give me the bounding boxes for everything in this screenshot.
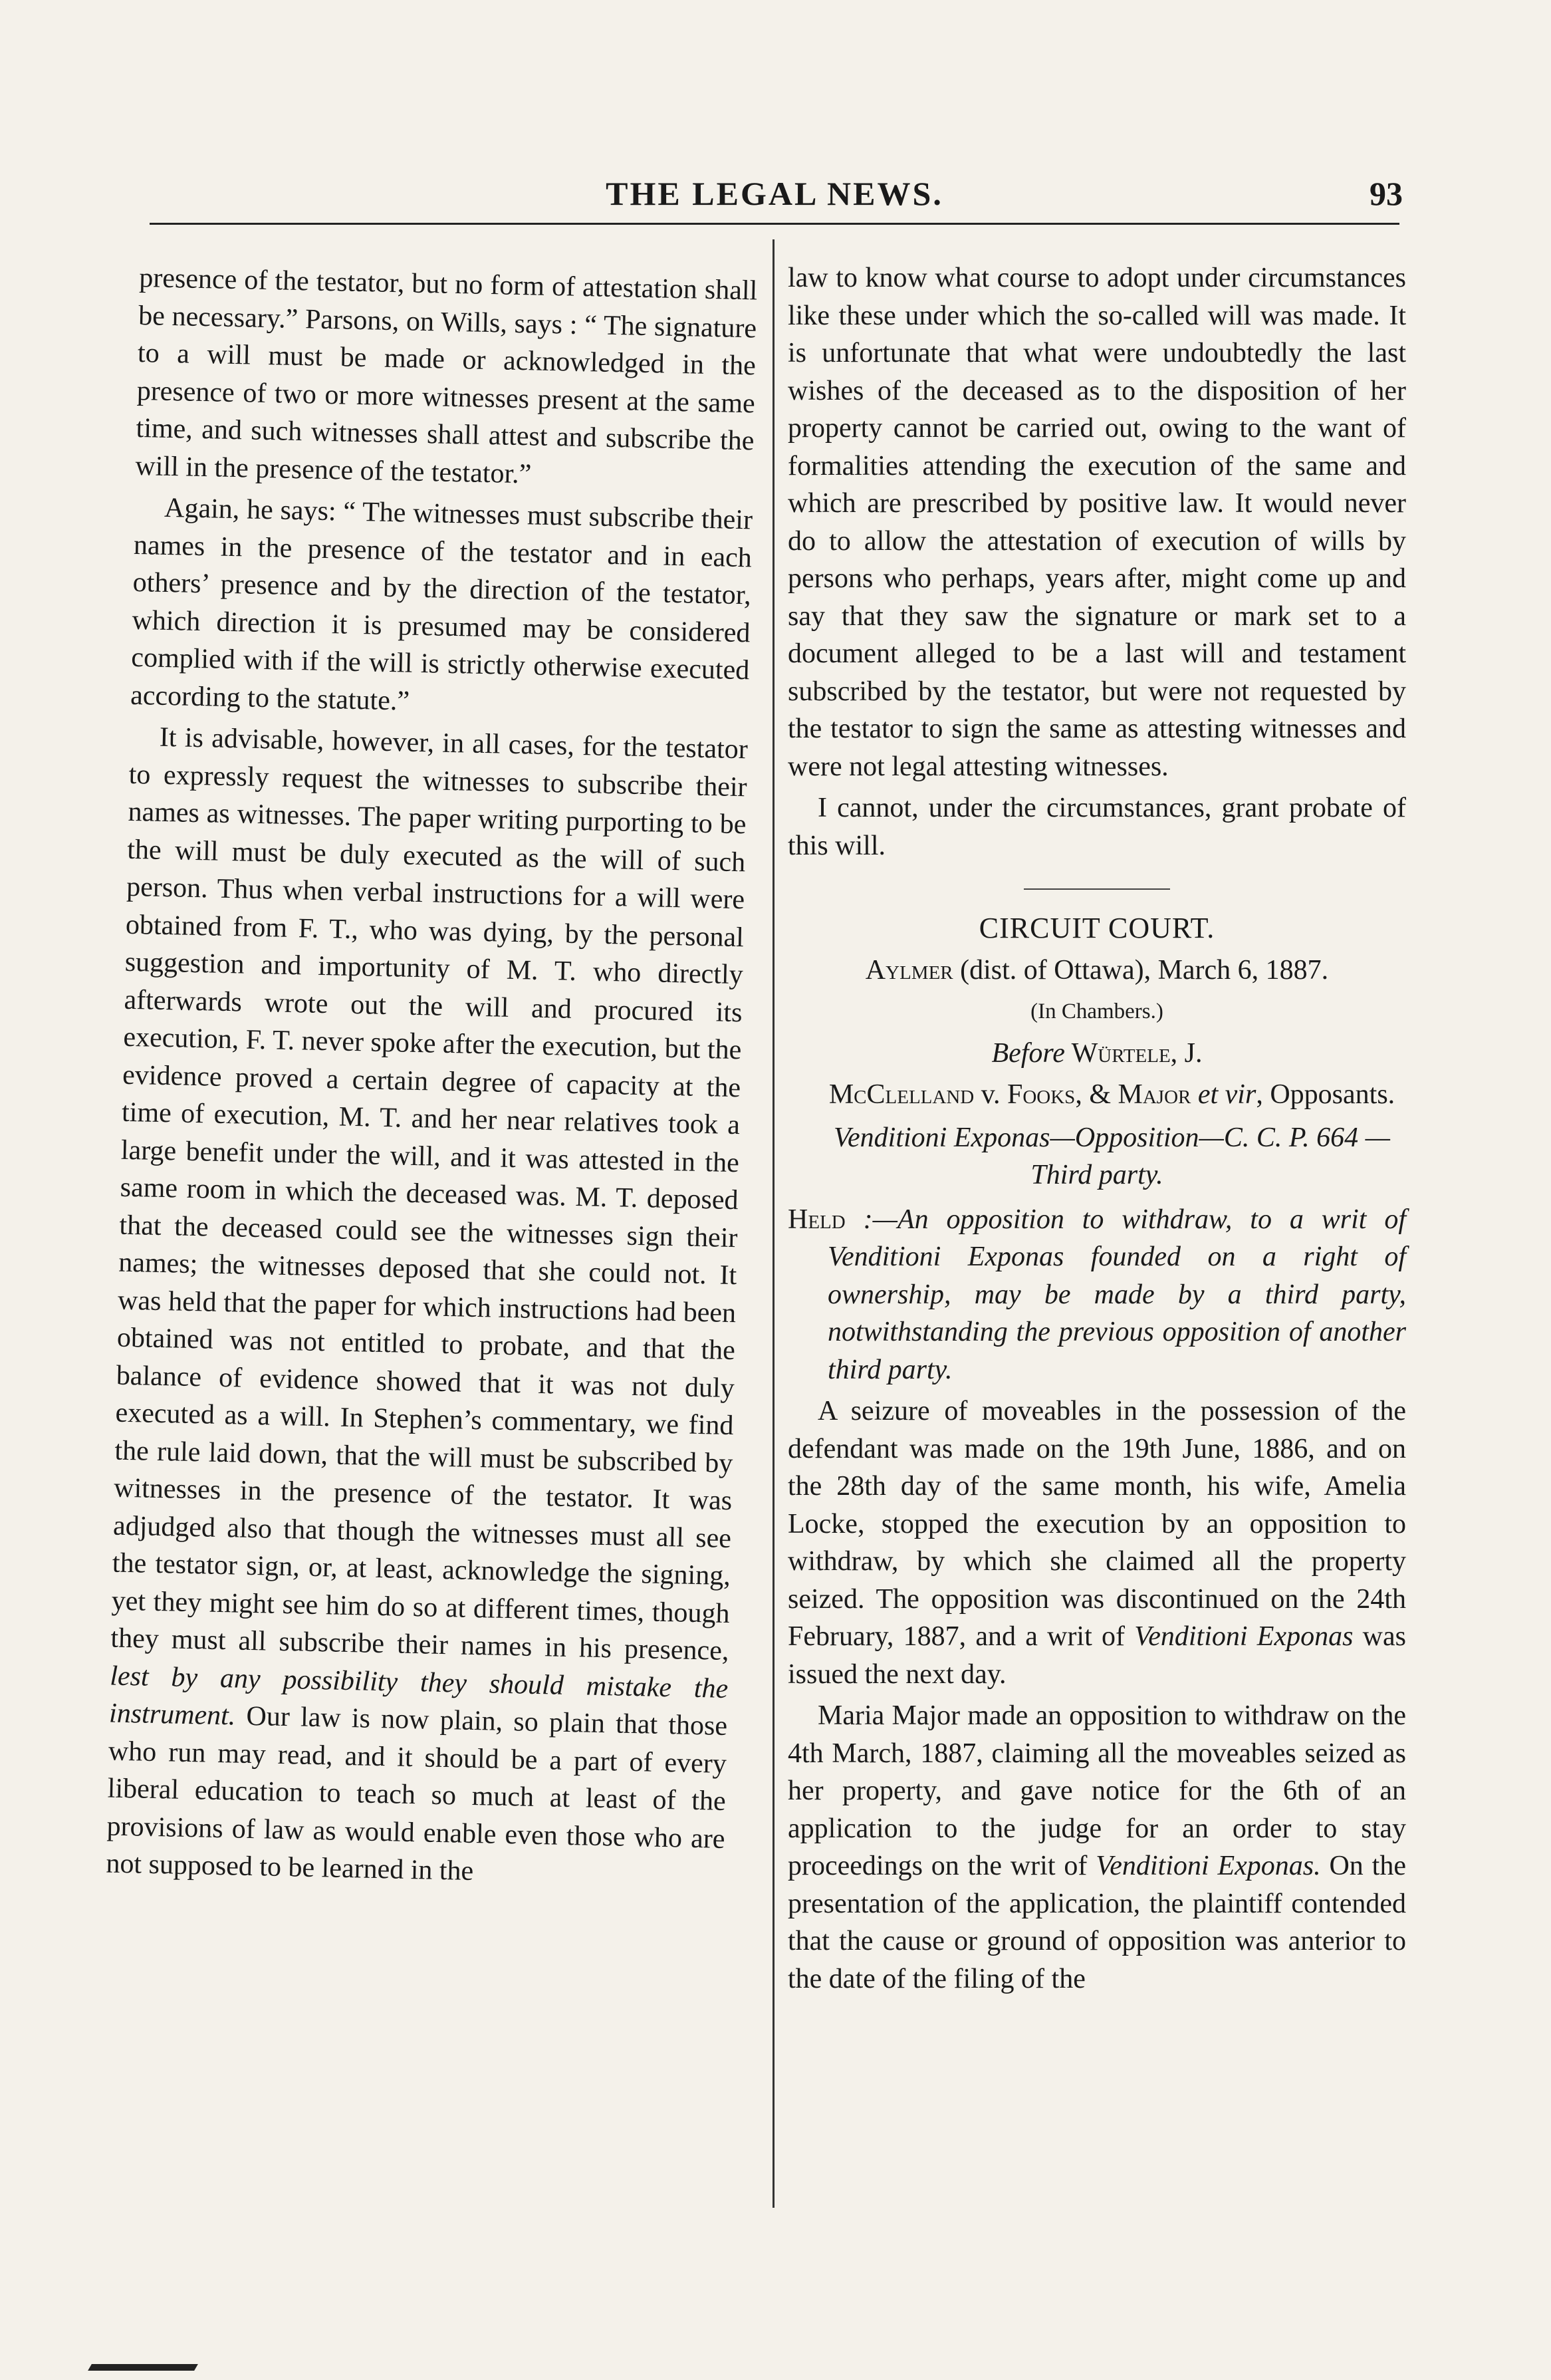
right-paragraph-3 <box>788 1392 1406 1693</box>
right-paragraph-2: I cannot, under the circumstances, grant probate of this will. <box>788 793 1406 861</box>
court-place: Aylmer <box>865 954 953 986</box>
left-paragraph-3-italic: lest by any possibility they should mistake the instrument. <box>108 1660 729 1732</box>
left-paragraph-2: Again, he says: “ The witnesses must subscribe their names in the presence of the testator and in each others’ presence and by the direction of the testator, which direction it is presumed may be considered complied with if the will is strictly otherwise executed according to the statute.” <box>130 492 753 717</box>
right-paragraph-3-text-a: A seizure of moveables in the possession of the defendant was made on the 19th June, 1886, and on the 28th day of the same month, his wife, Amelia Locke, stopped the execution by an opposition to withdraw, by which she claimed all the property seized. The opposition was discontinued on the 24th February, 1887, and a writ of <box>788 1396 1406 1652</box>
case-subject: Venditioni Exponas—Opposition—C. C. P. 664 —Third party. <box>834 1122 1390 1190</box>
left-paragraph-1: presence of the testator, but no form of attestation shall be necessary.” Parsons, on Wills, says : “ The signature to a will must be made or acknowledged in the presence of two or more witnesses present at the same time, and such witnesses shall attest and subscribe the will in the presence of the testator.” <box>135 262 758 489</box>
page-title: THE LEGAL NEWS. <box>606 175 943 212</box>
judge-name: Würtele <box>1064 1037 1171 1069</box>
left-paragraph-3 <box>106 718 748 1896</box>
right-paragraph-4 <box>788 1697 1406 1998</box>
right-paragraph-4-text-b: On the presentation of the application, the plaintiff contended that the cause or ground of opposition was anterior to the date of the filing of the <box>788 1851 1406 1994</box>
ampersand: , & <box>1075 1079 1118 1110</box>
party-plaintiff: McClelland <box>828 1079 975 1110</box>
left-paragraph-3-text-b: Our law is now plain, so plain that those who run may read, and it should be a part of every liberal education to teach so much at least of the provisions of law as would enable even those who are not supposed to be learned in the <box>105 1700 728 1887</box>
running-head <box>146 174 1403 221</box>
opposants-label: , Opposants. <box>1256 1079 1395 1110</box>
held-label: Held <box>788 1204 846 1235</box>
court-date: (dist. of Ottawa), March 6, 1887. <box>953 954 1329 986</box>
party-defendant: Fooks <box>1007 1079 1076 1110</box>
versus: v. <box>974 1079 1007 1110</box>
right-paragraph-4-text-a: Maria Major made an opposition to withdraw on the 4th March, 1887, claiming all the moveables seized as her property, and gave notice for the 6th of an application to the judge for an order to stay proceedings on the writ of <box>788 1700 1406 1881</box>
court-chambers: (In Chambers.) <box>1030 999 1163 1023</box>
left-column <box>106 259 758 1895</box>
court-title: CIRCUIT COURT. <box>979 912 1215 944</box>
court-place-date <box>788 952 1406 990</box>
right-paragraph-4-italic: Venditioni Exponas. <box>1096 1851 1321 1881</box>
page-edge-mark <box>88 2364 198 2371</box>
court-judge <box>788 1035 1406 1073</box>
case-name <box>788 1076 1406 1114</box>
before-label: Before <box>991 1037 1065 1069</box>
left-paragraph-3-text-a: It is advisable, however, in all cases, for the testator to expressly request the witnesses to subscribe their names as witnesses. The paper writing purporting to be the will must be duly executed as the will of such person. Thus when verbal instructions for a will were obtained from F. T., who was dying, by the personal suggestion and importunity of M. T. who directly afterwards wrote out the will and procured its execution, F. T. never spoke after the execution, but the evidence proved a certain degree of capacity at the time of execution, M. T. and her near relatives took a large benefit under the will, and it was attested in the same room in which the deceased was. M. T. deposed that the deceased could see the witnesses sign their names; the witnesses deposed that she could not. It was held that the paper for which instructions had been obtained was not entitled to probate, and that the balance of evidence showed that it was not duly executed as a will. In Stephen’s commentary, we find the rule laid down, that the will must be subscribed by witnesses in the presence of the testator. It was adjudged also that though the witnesses must all see the testator sign, or, at least, acknowledge the signing, yet they might see him do so at different times, though they must all subscribe their names in his presence, <box>110 722 749 1667</box>
right-paragraph-1: law to know what course to adopt under circumstances like these under which the so-called will was made. It is unfortunate that what were undoubtedly the last wishes of the deceased as to the disposition of her property cannot be carried out, owing to the want of formalities attending the execution of the same and which are prescribed by positive law. It would never do to allow the attestation of execution of wills by persons who perhaps, years after, might come up and say that they saw the signature or mark set to a document alleged to be a last will and testament subscribed by the testator, but were not requested by the testator to sign the same as attesting witnesses and were not legal attesting witnesses. <box>788 263 1406 782</box>
right-column <box>788 259 1406 1998</box>
party-opposant: Major <box>1118 1079 1191 1110</box>
header-rule <box>150 223 1399 225</box>
held-summary <box>788 1201 1406 1389</box>
et-vir: et vir <box>1191 1079 1256 1110</box>
judge-suffix: , J. <box>1170 1037 1203 1069</box>
section-rule <box>1024 888 1170 890</box>
right-paragraph-3-text-b: was issued the next day. <box>788 1621 1406 1690</box>
page-number: 93 <box>1370 175 1403 212</box>
right-paragraph-3-italic: Venditioni Exponas <box>1134 1621 1354 1652</box>
column-divider <box>773 239 775 2208</box>
held-text: :—An opposition to withdraw, to a writ of Venditioni Exponas founded on a right of ownership, may be made by a third party, notwithstanding the previous opposition of another third party. <box>828 1204 1406 1385</box>
